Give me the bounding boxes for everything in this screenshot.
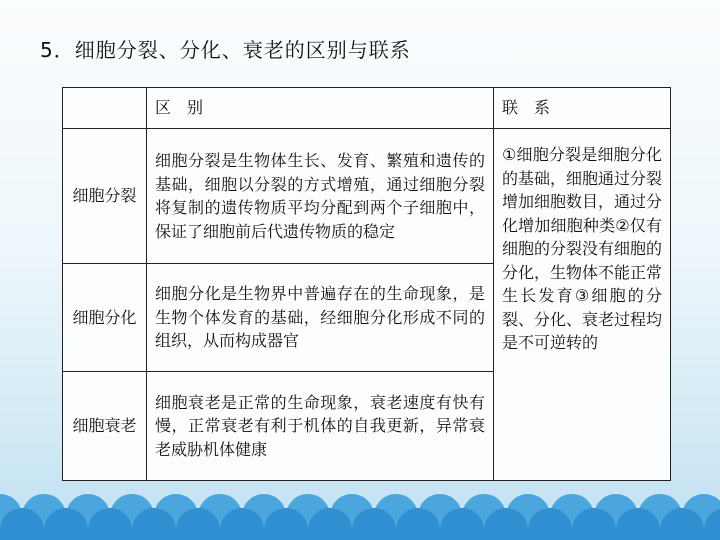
header-connection: 联 系: [494, 88, 671, 129]
wave-decoration: [0, 470, 720, 540]
header-corner-cell: [63, 88, 147, 129]
table-row: [63, 129, 671, 264]
table-header-row: [63, 88, 671, 129]
difference-differentiation: 细胞分化是生物界中普遍存在的生命现象，是生物个体发育的基础，经细胞分化形成不同的组织，从而构成器官: [147, 264, 494, 372]
difference-aging: 细胞衰老是正常的生命现象，衰老速度有快有慢，正常衰老有利于机体的自我更新，异常衰老威胁机体健康: [147, 372, 494, 481]
slide-heading: 5．细胞分裂、分化、衰老的区别与联系: [40, 38, 411, 62]
comparison-table: [62, 87, 671, 481]
header-difference: 区 别: [147, 88, 494, 129]
row-label-differentiation: 细胞分化: [63, 264, 147, 372]
row-label-aging: 细胞衰老: [63, 372, 147, 481]
difference-division: 细胞分裂是生物体生长、发育、繁殖和遗传的基础，细胞以分裂的方式增殖，通过细胞分裂将复制的遗传物质平均分配到两个子细胞中，保证了细胞前后代遗传物质的稳定: [147, 129, 494, 264]
connection-cell: ①细胞分裂是细胞分化的基础，细胞通过分裂增加细胞数目，通过分化增加细胞种类②仅有细胞的分裂没有细胞的分化，生物体不能正常生长发育③细胞的分裂、分化、衰老过程均是不可逆转的: [494, 129, 671, 481]
row-label-division: 细胞分裂: [63, 129, 147, 264]
